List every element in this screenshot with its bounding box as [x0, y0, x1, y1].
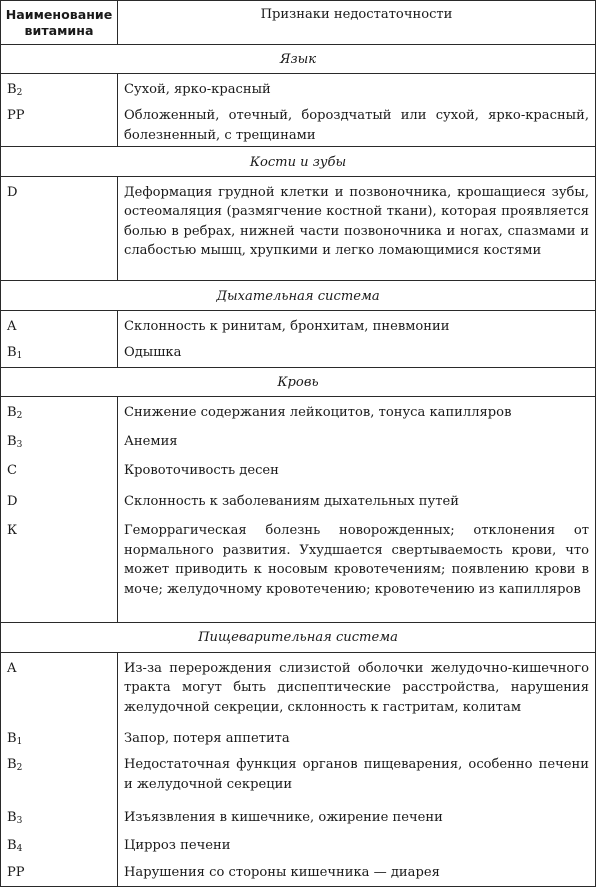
deficiency-cell — [118, 74, 596, 100]
vitamin-name: B — [7, 810, 17, 826]
section-row — [1, 623, 596, 652]
deficiency-cell — [118, 310, 596, 336]
deficiency-cell — [118, 396, 596, 425]
deficiency-text: Одышка — [124, 344, 182, 360]
deficiency-cell — [118, 455, 596, 485]
vitamin-subscript: 2 — [16, 88, 23, 99]
vitamin-name: B — [7, 757, 17, 773]
section-title: Кровь — [1, 367, 596, 396]
vitamin-cell — [1, 310, 118, 336]
deficiency-cell — [118, 337, 596, 367]
deficiency-cell — [118, 176, 596, 280]
deficiency-text: Запор, потеря аппетита — [124, 731, 290, 747]
header-deficiency-signs: Признаки недостаточности — [118, 1, 596, 45]
deficiency-text: Цирроз печени — [124, 837, 231, 853]
vitamin-subscript: 3 — [16, 816, 23, 827]
vitamin-subscript: 3 — [16, 439, 23, 450]
table-row — [1, 749, 596, 802]
vitamin-cell — [1, 857, 118, 887]
vitamin-name: PP — [7, 108, 25, 124]
deficiency-text: Деформация грудной клетки и позвоночника, крошащиеся зубы, остеомаляция (размягчение костной ткани), которая проявляется болью в ребрах, нижней части позвоночника и ногах, спазмами и слабостью мышц, хрупкими и легко ломающимися костями — [124, 184, 589, 259]
deficiency-cell — [118, 486, 596, 515]
vitamin-name: B — [7, 404, 17, 420]
deficiency-cell — [118, 652, 596, 723]
vitamin-cell — [1, 486, 118, 515]
table-row — [1, 455, 596, 485]
section-row — [1, 45, 596, 74]
table-row — [1, 176, 596, 280]
vitamin-cell — [1, 515, 118, 623]
section-title: Кости и зубы — [1, 147, 596, 176]
vitamin-name: A — [7, 660, 17, 676]
vitamin-subscript: 2 — [16, 410, 23, 421]
deficiency-text: Анемия — [124, 433, 178, 449]
table-row — [1, 74, 596, 100]
deficiency-text: Изъязвления в кишечнике, ожирение печени — [124, 810, 443, 826]
vitamin-cell — [1, 802, 118, 829]
vitamin-cell — [1, 830, 118, 857]
vitamin-name: К — [7, 523, 18, 539]
deficiency-cell — [118, 749, 596, 802]
vitamin-cell — [1, 723, 118, 749]
vitamin-cell — [1, 455, 118, 485]
table-header-row — [1, 1, 596, 45]
section-row — [1, 367, 596, 396]
deficiency-text: Снижение содержания лейкоцитов, тонуса капилляров — [124, 404, 512, 420]
vitamin-cell — [1, 176, 118, 280]
vitamin-cell — [1, 100, 118, 147]
header-vitamin-name: Наименование витамина — [1, 1, 118, 45]
deficiency-text: Из-за перерождения слизистой оболочки желудочно-кишечного тракта могут быть диспептические расстройства, нарушения желудочной секреции, склонность к гастритам, колитам — [124, 660, 589, 715]
vitamin-name: D — [7, 493, 18, 509]
vitamin-cell — [1, 396, 118, 425]
section-title: Дыхательная система — [1, 281, 596, 310]
deficiency-text: Кровоточивость десен — [124, 463, 279, 479]
table-row — [1, 426, 596, 455]
vitamin-name: D — [7, 184, 18, 200]
vitamin-cell — [1, 652, 118, 723]
section-row — [1, 147, 596, 176]
section-row — [1, 281, 596, 310]
table-row — [1, 486, 596, 515]
vitamin-subscript: 2 — [16, 763, 23, 774]
deficiency-text: Обложенный, отечный, бороздчатый или сухой, ярко-красный, болезненный, с трещинами — [124, 108, 589, 143]
deficiency-text: Геморрагическая болезнь новорожденных; отклонения от нормального развития. Ухудшается свертываемость крови, что может приводить к носовым кровотечениям; появлению крови в моче; желудочному кровотечению; кровотечению из капилляров — [124, 523, 589, 597]
table-row — [1, 802, 596, 829]
deficiency-cell — [118, 802, 596, 829]
section-title: Язык — [1, 45, 596, 74]
deficiency-cell — [118, 515, 596, 623]
table-body — [1, 45, 596, 887]
table-row — [1, 652, 596, 723]
table-row — [1, 830, 596, 857]
deficiency-text: Сухой, ярко-красный — [124, 82, 271, 98]
vitamin-subscript: 4 — [16, 843, 23, 854]
deficiency-cell — [118, 426, 596, 455]
vitamin-name: B — [7, 433, 17, 449]
deficiency-cell — [118, 857, 596, 887]
table-row — [1, 396, 596, 425]
deficiency-cell — [118, 830, 596, 857]
table-row — [1, 857, 596, 887]
table-row — [1, 515, 596, 623]
vitamin-name: A — [7, 318, 17, 334]
deficiency-cell — [118, 723, 596, 749]
deficiency-text: Нарушения со стороны кишечника — диарея — [124, 864, 440, 880]
vitamin-name: C — [7, 463, 18, 479]
vitamin-name: B — [7, 731, 17, 747]
table-row — [1, 723, 596, 749]
deficiency-text: Склонность к заболеваниям дыхательных путей — [124, 493, 459, 509]
deficiency-text: Склонность к ринитам, бронхитам, пневмонии — [124, 318, 450, 334]
vitamin-cell — [1, 337, 118, 367]
deficiency-text: Недостаточная функция органов пищеварения, особенно печени и желудочной секреции — [124, 757, 589, 792]
vitamin-name: B — [7, 82, 17, 98]
deficiency-cell — [118, 100, 596, 147]
vitamin-name: B — [7, 344, 17, 360]
vitamin-cell — [1, 74, 118, 100]
vitamin-cell — [1, 749, 118, 802]
table-row — [1, 310, 596, 336]
table-row — [1, 100, 596, 147]
vitamin-subscript: 1 — [16, 350, 23, 361]
vitamin-cell — [1, 426, 118, 455]
vitamin-name: PP — [7, 864, 25, 880]
vitamin-subscript: 1 — [16, 737, 23, 748]
vitamin-name: B — [7, 837, 17, 853]
table-row — [1, 337, 596, 367]
section-title: Пищеварительная система — [1, 623, 596, 652]
